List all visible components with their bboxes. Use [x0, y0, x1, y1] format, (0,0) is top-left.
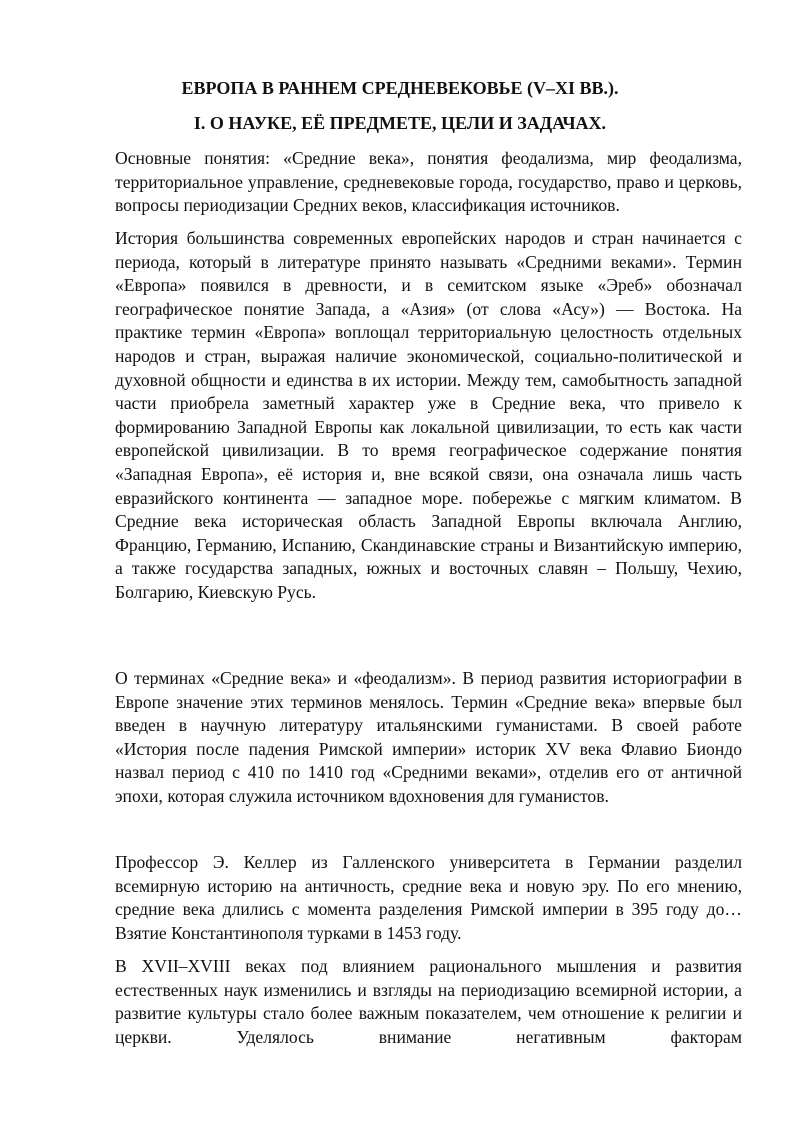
paragraph-keller: Профессор Э. Келлер из Галленского университета в Германии разделил всемирную историю на античность, средние века и новую эру. По его мнению, средние века длились с момента разделения Римской империи в 395 году до… Взятие Константинополя турками в 1453 году. [115, 852, 742, 943]
paragraph-terms: О терминах «Средние века» и «феодализм». В период развития историографии в Европе значение этих терминов менялось. Термин «Средние века» впервые был введен в научную литературу итальянскими гуманистами. В своей работе «История после падения Римской империи» историк XV века Флавио Биондо назвал период с 410 по 1410 год «Средними веками», отделив его от античной эпохи, которая служила источником вдохновения для гуманистов. [115, 668, 742, 806]
paragraph-basic-concepts: Основные понятия: «Средние века», понятия феодализма, мир феодализма, территориальное управление, средневековые города, государство, право и церковь, вопросы периодизации Средних веков, классификация источников. [115, 148, 742, 216]
document-title: ЕВРОПА В РАННЕМ СРЕДНЕВЕКОВЬЕ (V–XI ВВ.). [181, 78, 619, 98]
section-heading: I. О НАУКЕ, ЕЁ ПРЕДМЕТЕ, ЦЕЛИ И ЗАДАЧАХ. [193, 113, 607, 133]
paragraph-history-of-europe: История большинства современных европейских народов и стран начинается с периода, который в литературе принято называть «Средними веками». Термин «Европа» появился в древности, и в семитском языке «Эреб» обозначал географическое понятие Запада, а «Азия» (от слова «Асу») — Востока. На практике термин «Европа» воплощал территориальную целостность отдельных народов и стран, выражая наличие экономической, социально-политической и духовной общности и единства в их истории. Между тем, самобытность западной части приобрела заметный характер уже в Средние века, что привело к формированию Западной Европы как локальной цивилизации, то есть как части европейской цивилизации. В то время географическое содержание понятия «Западная Европа», её история и, вне всякой связи, она означала лишь часть евразийского континента — западное море. побережье с мягким климатом. В Средние века историческая область Западной Европы включала Англию, Францию, Германию, Испанию, Скандинавские страны и Византийскую империю, а также государства западных, южных и восточных славян – Польшу, Чехию, Болгарию, Киевскую Русь. [115, 228, 742, 602]
paragraph-periodization: В XVII–XVIII веках под влиянием рационального мышления и развития естественных наук изменились и взгляды на периодизацию всемирной истории, а развитие культуры стало более важным показателем, чем отношение к религии и церкви. Уделялось внимание негативным факторам [115, 956, 742, 1047]
